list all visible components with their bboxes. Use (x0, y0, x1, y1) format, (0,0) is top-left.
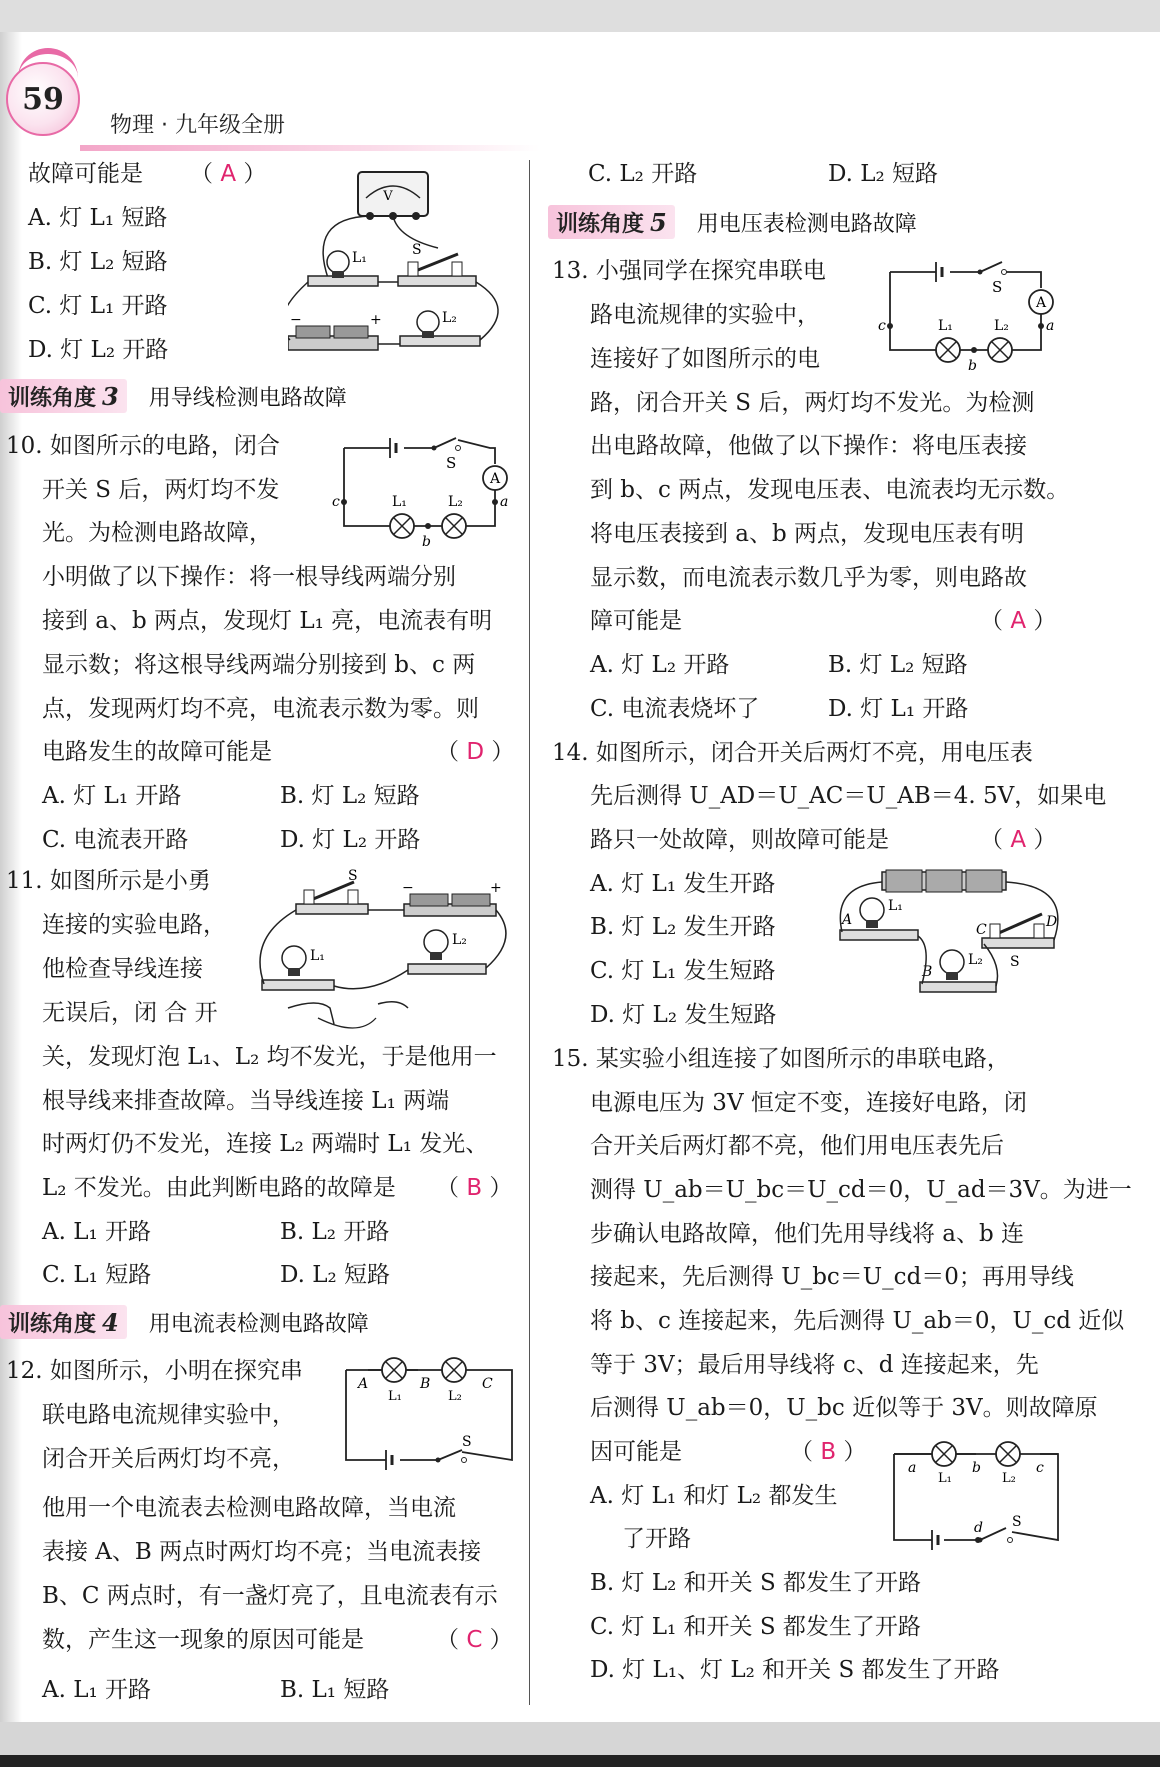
q12-option-b: B. L₁ 短路 (280, 1677, 390, 1703)
svg-text:c: c (332, 494, 340, 510)
svg-text:L₂: L₂ (1002, 1471, 1016, 1486)
q15-option-a: A. 灯 L₁ 和灯 L₂ 都发生 (590, 1483, 838, 1509)
q14-option-a: A. 灯 L₁ 发生开路 (590, 871, 776, 897)
q15-line-1: 15. 某实验小组连接了如图所示的串联电路， (552, 1046, 1010, 1072)
svg-text:S: S (446, 454, 457, 472)
q10-line-8: 电路发生的故障可能是 (42, 739, 272, 765)
q11-line-1: 11. 如图所示是小勇 (6, 868, 211, 894)
q11-line-8: L₂ 不发光。由此判断电路的故障是 (42, 1175, 396, 1201)
svg-text:b: b (968, 358, 977, 374)
q12-line-2: 联电路电流规律实验中， (42, 1402, 295, 1428)
section-4-title: 用电流表检测电路故障 (148, 1311, 369, 1337)
book-title: 物理 · 九年级全册 (110, 113, 285, 138)
q12-option-d: D. L₂ 短路 (828, 161, 939, 187)
q9-circuit-figure (288, 158, 520, 368)
q10-line-6: 显示数；将这根导线两端分别接到 b、c 两 (42, 652, 476, 678)
q11-line-7: 时两灯仍不发光，连接 L₂ 两端时 L₁ 发光、 (42, 1131, 489, 1157)
q10-line-3: 光。为检测电路故障， (42, 520, 272, 546)
q14-option-c: C. 灯 L₁ 发生短路 (590, 958, 776, 984)
q13-option-c: C. 电流表烧坏了 (590, 696, 760, 722)
section-3-tag: 训练角度 3 (0, 379, 127, 413)
q15-line-7: 将 b、c 连接起来，先后测得 U_ab＝0，U_cd 近似 (590, 1308, 1125, 1334)
q11-answer: （ B ） (436, 1175, 513, 1201)
q12-line-4: 他用一个电流表去检测电路故障，当电流 (42, 1495, 456, 1521)
q11-option-d: D. L₂ 短路 (280, 1262, 391, 1288)
svg-text:B: B (922, 964, 933, 980)
svg-text:D: D (1046, 914, 1058, 930)
q15-line-2: 电源电压为 3V 恒定不变，连接好电路，闭 (590, 1090, 1027, 1116)
section-5-title: 用电压表检测电路故障 (696, 211, 917, 237)
q12-line-7: 数，产生这一现象的原因可能是 (42, 1627, 364, 1653)
svg-text:S: S (348, 868, 358, 884)
q15-option-c: C. 灯 L₁ 和开关 S 都发生了开路 (590, 1614, 921, 1640)
bulb-l2 (940, 950, 964, 974)
hands (288, 1002, 408, 1024)
svg-text:c: c (878, 318, 886, 334)
voltmeter-box (358, 172, 428, 216)
q12-option-a: A. L₁ 开路 (42, 1677, 152, 1703)
svg-text:L₂: L₂ (994, 318, 1009, 334)
svg-text:L₂: L₂ (452, 932, 467, 948)
bulb-l2 (417, 311, 439, 333)
svg-text:L₂: L₂ (448, 1389, 462, 1404)
page-number-badge (6, 62, 80, 136)
q12-answer: （ C ） (436, 1627, 513, 1653)
svg-text:L₁: L₁ (938, 1471, 952, 1486)
q10-option-c: C. 电流表开路 (42, 827, 189, 853)
section-3-title: 用导线检测电路故障 (148, 385, 347, 411)
q12-line-1: 12. 如图所示，小明在探究串 (6, 1358, 303, 1384)
q9-stem: 故障可能是 (28, 161, 143, 187)
fig-label-l2: L₂ (442, 310, 457, 326)
svg-text:b: b (972, 1460, 981, 1476)
q12-line-3: 闭合开关后两灯均不亮， (42, 1446, 295, 1472)
switch (980, 1528, 1006, 1540)
q9-option-a: A. 灯 L₁ 短路 (28, 205, 168, 231)
bulb-l1 (860, 898, 884, 922)
svg-text:a: a (1046, 318, 1055, 334)
q13-line-2: 路电流规律的实验中， (590, 302, 820, 328)
svg-text:L₁: L₁ (392, 494, 407, 510)
q15-line-8: 等于 3V；最后用导线将 c、d 连接起来，先 (590, 1352, 1039, 1378)
svg-text:L₁: L₁ (310, 948, 325, 964)
q13-line-5: 出电路故障，他做了以下操作：将电压表接 (590, 433, 1027, 459)
section-3-header (0, 379, 347, 413)
svg-text:L₂: L₂ (968, 952, 983, 968)
q13-line-9: 障可能是 (590, 608, 682, 634)
svg-text:a: a (908, 1460, 917, 1476)
bottom-edge (0, 1722, 1160, 1767)
q15-option-b: B. 灯 L₂ 和开关 S 都发生了开路 (590, 1570, 922, 1596)
q12-line-6: B、C 两点时，有一盏灯亮了，且电流表有示 (42, 1583, 498, 1609)
svg-text:S: S (1010, 954, 1020, 970)
q13-circuit-diagram (876, 260, 1061, 376)
q9-option-c: C. 灯 L₁ 开路 (28, 293, 168, 319)
svg-text:d: d (974, 1520, 983, 1536)
q15-line-10: 因可能是 (590, 1439, 682, 1465)
section-5-header (548, 205, 917, 239)
svg-text:L₁: L₁ (938, 318, 953, 334)
q10-line-5: 接到 a、b 两点，发现灯 L₁ 亮，电流表有明 (42, 608, 493, 634)
q15-circuit-diagram (880, 1438, 1062, 1550)
q15-line-4: 测得 U_ab＝U_bc＝U_cd＝0，U_ad＝3V。为进一 (590, 1177, 1132, 1203)
svg-text:+: + (370, 312, 382, 328)
q14-option-d: D. 灯 L₂ 发生短路 (590, 1002, 777, 1028)
q11-line-2: 连接的实验电路， (42, 912, 226, 938)
q12-circuit-diagram (338, 1356, 518, 1474)
svg-text:L₁: L₁ (388, 1389, 402, 1404)
q10-circuit-diagram (330, 436, 515, 552)
q14-line-1: 14. 如图所示，闭合开关后两灯不亮，用电压表 (552, 740, 1033, 766)
q10-option-d: D. 灯 L₂ 开路 (280, 827, 421, 853)
q10-option-b: B. 灯 L₂ 短路 (280, 783, 420, 809)
q13-line-8: 显示数，而电流表示数几乎为零，则电路故 (590, 565, 1027, 591)
column-divider (529, 160, 530, 1705)
svg-text:c: c (1036, 1460, 1044, 1476)
svg-text:A: A (842, 912, 853, 928)
svg-text:a: a (500, 494, 509, 510)
top-edge (0, 0, 1160, 32)
q10-line-7: 点，发现两灯均不亮，电流表示数为零。则 (42, 696, 479, 722)
q15-option-a-cont: 了开路 (622, 1526, 691, 1552)
section-4-tag: 训练角度 4 (0, 1305, 127, 1339)
switch (438, 1450, 462, 1460)
q14-circuit-figure (832, 866, 1062, 1004)
svg-text:+: + (490, 880, 502, 896)
q14-answer: （ A ） (980, 827, 1057, 853)
q10-line-1: 10. 如图所示的电路，闭合 (6, 433, 280, 459)
q10-option-a: A. 灯 L₁ 开路 (42, 783, 182, 809)
q13-line-7: 将电压表接到 a、b 两点，发现电压表有明 (590, 521, 1025, 547)
q12-option-c: C. L₂ 开路 (588, 161, 698, 187)
q10-line-4: 小明做了以下操作：将一根导线两端分别 (42, 564, 456, 590)
svg-text:−: − (402, 880, 414, 896)
q13-option-b: B. 灯 L₂ 短路 (828, 652, 968, 678)
svg-text:S: S (462, 1434, 472, 1450)
svg-text:C: C (976, 922, 987, 938)
q15-line-6: 接起来，先后测得 U_bc＝U_cd＝0；再用导线 (590, 1264, 1074, 1290)
q14-line-3: 路只一处故障，则故障可能是 (590, 827, 889, 853)
svg-text:L₁: L₁ (888, 898, 903, 914)
bulb-l1 (327, 251, 349, 273)
svg-text:B: B (420, 1376, 431, 1392)
switch (980, 262, 1002, 272)
q15-line-9: 后测得 U_ab＝0，U_bc 近似等于 3V。则故障原 (590, 1395, 1098, 1421)
q13-option-a: A. 灯 L₂ 开路 (590, 652, 730, 678)
q15-option-d: D. 灯 L₁、灯 L₂ 和开关 S 都发生了开路 (590, 1657, 1000, 1683)
q15-answer: （ B ） (790, 1439, 867, 1465)
svg-text:S: S (992, 278, 1003, 296)
q11-line-6: 根导线来排查故障。当导线连接 L₁ 两端 (42, 1088, 450, 1114)
q14-option-b: B. 灯 L₂ 发生开路 (590, 914, 776, 940)
q13-option-d: D. 灯 L₁ 开路 (828, 696, 969, 722)
q14-line-2: 先后测得 U_AD＝U_AC＝U_AB＝4. 5V，如果电 (590, 783, 1107, 809)
svg-text:A: A (1035, 295, 1047, 311)
svg-text:A: A (358, 1376, 369, 1392)
svg-text:A: A (489, 471, 501, 487)
svg-text:b: b (422, 534, 431, 550)
svg-text:C: C (482, 1376, 493, 1392)
svg-text:L₂: L₂ (448, 494, 463, 510)
q13-line-6: 到 b、c 两点，发现电压表、电流表均无示数。 (590, 477, 1070, 503)
svg-text:−: − (290, 312, 302, 328)
q9-option-d: D. 灯 L₂ 开路 (28, 337, 169, 363)
q11-line-4: 无误后，闭 合 开 (42, 1000, 218, 1026)
q11-option-b: B. L₂ 开路 (280, 1219, 390, 1245)
q13-line-1: 13. 小强同学在探究串联电 (552, 258, 826, 284)
voltmeter-label: V (383, 189, 393, 204)
fig-label-l1: L₁ (352, 250, 367, 266)
q15-line-5: 步确认电路故障，他们先用导线将 a、b 连 (590, 1221, 1025, 1247)
bulb-l1 (282, 946, 306, 970)
q11-option-a: A. L₁ 开路 (42, 1219, 152, 1245)
header-rule (80, 145, 540, 151)
q11-line-5: 关，发现灯泡 L₁、L₂ 均不发光，于是他用一 (42, 1044, 497, 1070)
q11-option-c: C. L₁ 短路 (42, 1262, 152, 1288)
switch (434, 438, 456, 448)
q13-answer: （ A ） (980, 608, 1057, 634)
page-number: 59 (22, 81, 64, 117)
q13-line-3: 连接好了如图所示的电 (590, 346, 820, 372)
svg-text:S: S (1012, 1514, 1022, 1530)
q13-line-4: 路，闭合开关 S 后，两灯均不发光。为检测 (590, 390, 1035, 416)
section-4-header (0, 1305, 369, 1339)
q9-answer: （ A ） (190, 161, 267, 187)
q10-line-2: 开关 S 后，两灯均不发 (42, 477, 280, 503)
q15-line-3: 合开关后两灯都不亮，他们用电压表先后 (590, 1133, 1004, 1159)
q12-line-5: 表接 A、B 两点时两灯均不亮；当电流表接 (42, 1539, 482, 1565)
q11-circuit-figure (258, 868, 520, 1038)
q10-answer: （ D ） (436, 739, 515, 765)
test-wire (318, 1018, 376, 1028)
section-5-tag: 训练角度 5 (548, 205, 675, 239)
fig-label-s: S (412, 242, 422, 258)
bulb-l2 (424, 930, 448, 954)
q11-line-3: 他检查导线连接 (42, 956, 203, 982)
q9-option-b: B. 灯 L₂ 短路 (28, 249, 168, 275)
